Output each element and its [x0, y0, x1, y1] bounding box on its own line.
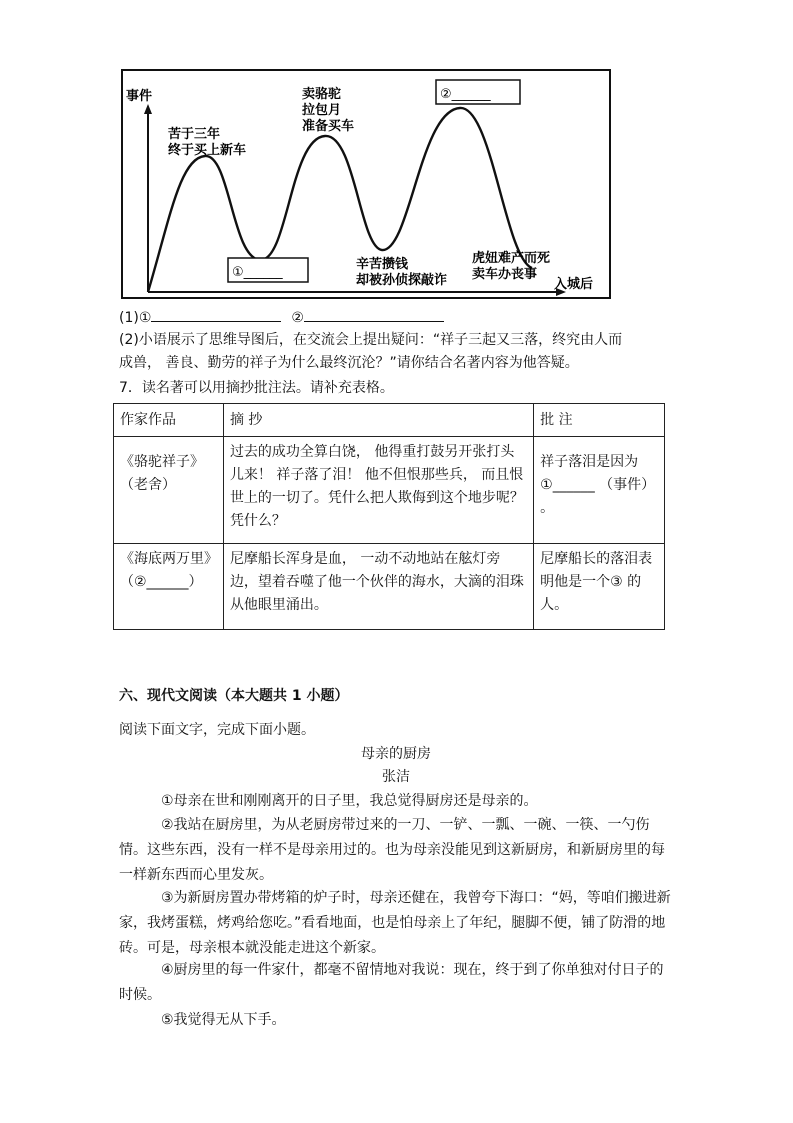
- table-header-row: [114, 404, 665, 437]
- article-paragraph-3: ③为新厨房置办带烤箱的炉子时，母亲还健在，我曾夸下海口：“妈，等咱们搬进新家，我烤蛋糕，烤鸡给您吃。”看看地面，也是怕母亲上了年纪，腿脚不便，铺了防滑的地砖。可是，母亲根本就没能走进这个新家。: [119, 890, 671, 956]
- table-header-note: 批 注: [534, 404, 665, 437]
- table-header-excerpt: 摘 抄: [223, 404, 533, 437]
- q6-sub1-blank1[interactable]: [151, 307, 281, 322]
- row1-work: 《骆驼祥子》（老舍）: [114, 437, 224, 544]
- trough3-label-line1: 虎妞难产而死: [472, 251, 551, 266]
- peak1-label-line2: 终于买上新车: [168, 143, 247, 158]
- peak2-label-line2: 拉包月: [302, 103, 342, 118]
- section6-instruction: 阅读下面文字，完成下面小题。: [119, 722, 315, 738]
- peak2-label-line3: 准备买车: [302, 119, 355, 134]
- row1-note[interactable]: 祥子落泪是因为 ①______ （事件） 。: [534, 437, 665, 544]
- row2-excerpt: 尼摩船长浑身是血， 一动不动地站在舷灯旁边，望着吞噬了他一个伙伴的海水，大滴的泪珠从他眼里涌出。: [223, 544, 533, 630]
- peak1-label-line1: 苦于三年: [168, 127, 221, 142]
- q6-sub2-line2: 成兽， 善良、勤劳的祥子为什么最终沉沦？”请你结合名著内容为他答疑。: [119, 355, 579, 371]
- plot-figure: [120, 68, 612, 302]
- section6-title: 六、现代文阅读（本大题共 1 小题）: [119, 688, 349, 704]
- q6-sub1-prefix: (1): [119, 310, 139, 326]
- q6-sub1-blank2-label: ②: [291, 310, 304, 326]
- q6-sub1: [119, 307, 444, 328]
- trough2-label-line2: 却被孙侦探敲诈: [356, 273, 448, 288]
- row1-excerpt: 过去的成功全算白饶， 他得重打鼓另开张打头儿来！ 祥子落了泪！ 他不但恨那些兵， 而且恨世上的一切了。凭什么把人欺侮到这个地步呢？ 凭什么？: [223, 437, 533, 544]
- peak2-label-line1: 卖骆驼: [302, 87, 342, 102]
- q6-sub1-blank2[interactable]: [304, 307, 444, 322]
- trough3-label-line2: 卖车办丧事: [472, 267, 538, 282]
- y-axis-arrow-icon: [144, 104, 152, 114]
- answer-box-2-label: ②______: [440, 87, 491, 102]
- q7-title: 7．读名著可以用摘抄批注法。请补充表格。: [119, 380, 394, 396]
- article-author: 张洁: [382, 769, 410, 785]
- article-title: 母亲的厨房: [361, 746, 431, 762]
- article-paragraph-4: ④厨房里的每一件家什，都毫不留情地对我说：现在，终于到了你单独对付日子的时候。: [119, 962, 664, 1003]
- table-header-work: 作家作品: [114, 404, 224, 437]
- q6-sub2-line1: (2)小语展示了思维导图后，在交流会上提出疑问：“祥子三起又三落，终究由人而: [119, 332, 623, 348]
- q7-table: [113, 403, 665, 630]
- x-axis-label: 入城后: [554, 277, 594, 292]
- article-paragraph-5: ⑤我觉得无从下手。: [161, 1012, 286, 1028]
- article-paragraph-1: ①母亲在世和刚刚离开的日子里，我总觉得厨房还是母亲的。: [161, 793, 538, 809]
- row2-work[interactable]: 《海底两万里》（②______）: [114, 544, 224, 630]
- trough2-label-line1: 辛苦攒钱: [356, 257, 409, 272]
- q6-sub1-blank1-label: ①: [138, 310, 152, 326]
- table-row: [114, 544, 665, 630]
- article-paragraph-2: ②我站在厨房里，为从老厨房带过来的一刀、一铲、一瓢、一碗、一筷、一勺伤情。这些东西，没有一样不是母亲用过的。也为母亲没能见到这新厨房，和新厨房里的每一样新东西而心里发灰。: [119, 817, 665, 883]
- table-row: [114, 437, 665, 544]
- y-axis-label: 事件: [126, 89, 153, 104]
- answer-box-1-label: ①______: [232, 265, 283, 280]
- row2-note[interactable]: 尼摩船长的落泪表明他是一个③ 的人。: [534, 544, 665, 630]
